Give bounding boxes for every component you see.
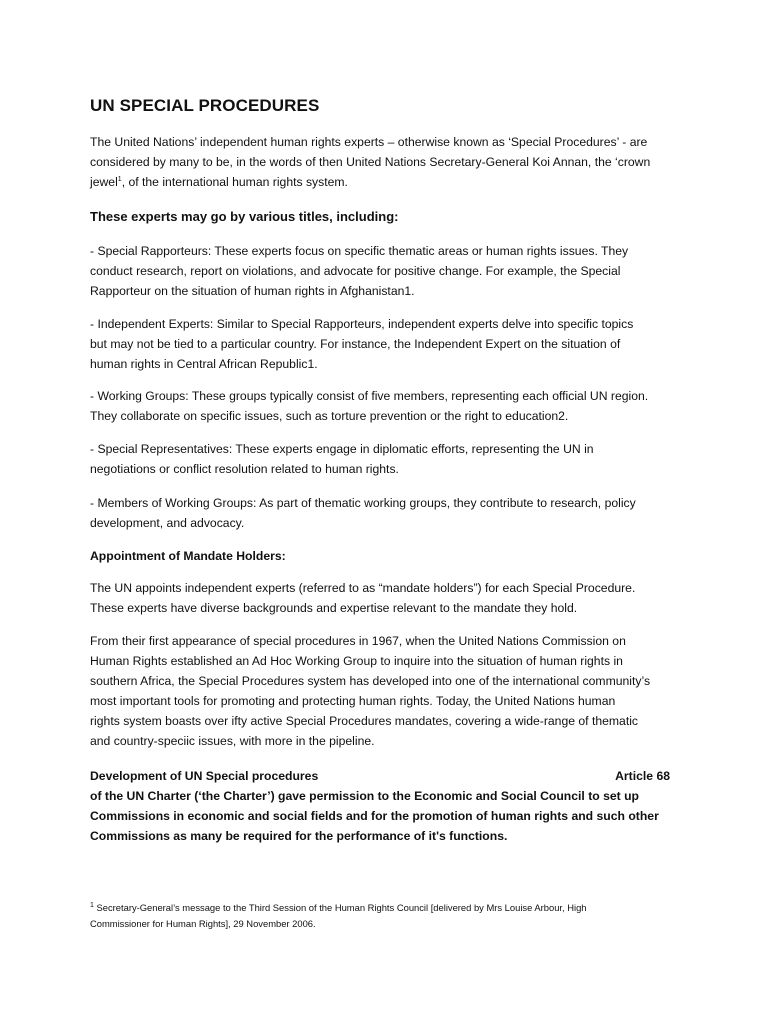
- titles-heading: These experts may go by various titles, including:: [90, 209, 399, 224]
- paragraph-line: but may not be tied to a particular country. For instance, the Independent Expert on the situation of: [90, 337, 621, 351]
- paragraph-line: and country-speciic issues, with more in the pipeline.: [90, 734, 375, 748]
- paragraph-line: They collaborate on specific issues, such as torture prevention or the right to education2.: [90, 409, 569, 423]
- footnote: [90, 900, 690, 932]
- history-paragraph: [90, 631, 685, 751]
- paragraph-line: Commissions as many be required for the performance of it's functions.: [90, 829, 508, 843]
- footnote-line: [90, 900, 690, 916]
- paragraph-line: From their first appearance of special procedures in 1967, when the United Nations Commission on: [90, 634, 626, 648]
- title-item-special-rapporteurs: [90, 241, 685, 301]
- title-item-independent-experts: [90, 314, 685, 374]
- paragraph-line: The UN appoints independent experts (referred to as “mandate holders”) for each Special Procedure.: [90, 581, 636, 595]
- intro-line-text: jewel: [90, 175, 118, 189]
- page-title: UN SPECIAL PROCEDURES: [90, 96, 320, 115]
- paragraph-line: southern Africa, the Special Procedures system has developed into one of the international community’s: [90, 674, 651, 688]
- paragraph-line: most important tools for promoting and protecting human rights. Today, the United Nations human: [90, 694, 616, 708]
- intro-paragraph: [90, 132, 685, 192]
- paragraph-line: of the UN Charter (‘the Charter’) gave permission to the Economic and Social Council to set up: [90, 789, 639, 803]
- paragraph-line: - Special Rapporteurs: These experts focus on specific thematic areas or human rights issues. They: [90, 244, 629, 258]
- intro-line: considered by many to be, in the words of then United Nations Secretary-General Koi Annan, the ‘crown: [90, 155, 651, 169]
- paragraph-line: human rights in Central African Republic1.: [90, 357, 318, 371]
- paragraph-line: development, and advocacy.: [90, 516, 245, 530]
- paragraph-line: - Working Groups: These groups typically consist of five members, representing each official UN region.: [90, 389, 649, 403]
- paragraph-line: These experts have diverse backgrounds and expertise relevant to the mandate they hold.: [90, 601, 578, 615]
- appointment-heading: Appointment of Mandate Holders:: [90, 549, 286, 563]
- paragraph-line: Rapporteur on the situation of human rights in Afghanistan1.: [90, 284, 415, 298]
- intro-line: The United Nations’ independent human rights experts – otherwise known as ‘Special Procedures’ - are: [90, 135, 648, 149]
- article-reference: Article 68: [615, 769, 670, 783]
- paragraph-line: negotiations or conflict resolution related to human rights.: [90, 462, 399, 476]
- paragraph-line: - Members of Working Groups: As part of thematic working groups, they contribute to research, policy: [90, 496, 636, 510]
- footnote-reference: 1: [117, 175, 122, 183]
- development-heading-title: Development of UN Special procedures: [90, 769, 319, 783]
- footnote-text: Secretary-General’s message to the Third Session of the Human Rights Council [delivered by Mrs Louise Arbour, High: [93, 902, 587, 913]
- title-item-special-representatives: [90, 439, 685, 479]
- paragraph-line: - Special Representatives: These experts engage in diplomatic efforts, representing the UN in: [90, 442, 594, 456]
- paragraph-line: - Independent Experts: Similar to Special Rapporteurs, independent experts delve into specific topics: [90, 317, 634, 331]
- footnote-marker: 1: [90, 901, 94, 909]
- intro-line: [90, 172, 685, 192]
- title-item-members-of-working-groups: [90, 493, 685, 533]
- title-item-working-groups: [90, 386, 685, 426]
- paragraph-line: Human Rights established an Ad Hoc Working Group to inquire into the situation of human rights in: [90, 654, 623, 668]
- paragraph-line: conduct research, report on violations, and advocate for positive change. For example, the Special: [90, 264, 621, 278]
- development-heading: [90, 766, 670, 786]
- paragraph-line: Commissions in economic and social fields and for the promotion of human rights and such other: [90, 809, 659, 823]
- development-paragraph: [90, 786, 685, 846]
- appointment-paragraph: [90, 578, 685, 618]
- footnote-line: Commissioner for Human Rights], 29 November 2006.: [90, 918, 316, 929]
- intro-line-text: , of the international human rights system.: [121, 175, 348, 189]
- paragraph-line: rights system boasts over ifty active Special Procedures mandates, covering a wide-range of thematic: [90, 714, 639, 728]
